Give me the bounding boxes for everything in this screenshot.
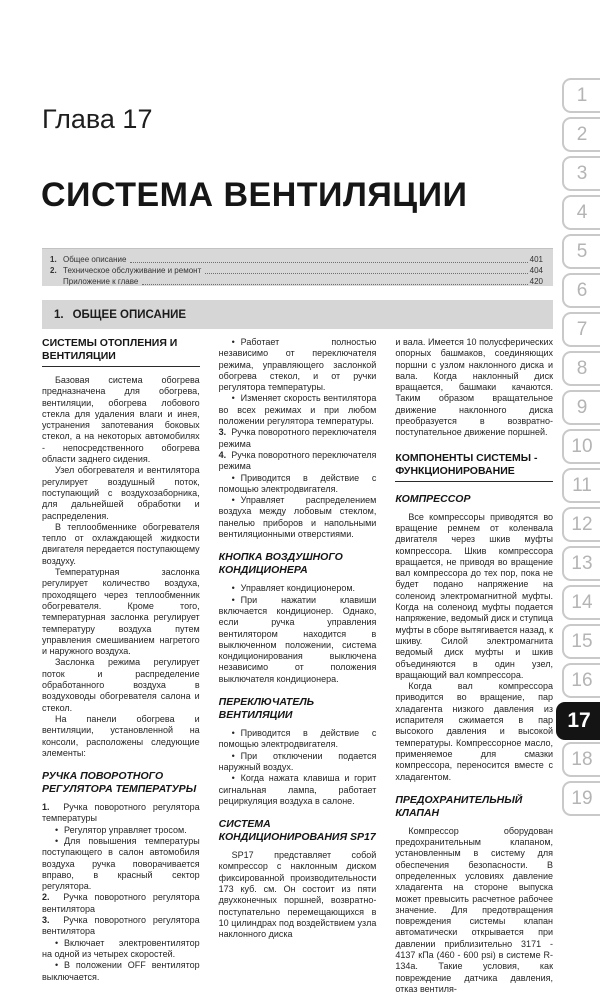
bullet-item: • Регулятор управляет тросом. [42, 825, 200, 836]
column-section-heading: СИСТЕМЫ ОТОПЛЕНИЯ И ВЕНТИЛЯЦИИ [42, 337, 200, 367]
column-section-heading: КОМПОНЕНТЫ СИСТЕМЫ - ФУНКЦИОНИРОВАНИЕ [395, 452, 553, 482]
toc-item [50, 276, 543, 287]
column-subheading: ПРЕДОХРАНИТЕЛЬНЫЙ КЛАПАН [395, 793, 523, 819]
bullet-item: • Включает электровентилятор на одной из четырех скоростей. [42, 938, 200, 961]
chapter-tab-7: 7 [562, 312, 600, 347]
bullet-item: • Изменяет скорость вентилятора во всех режимах и при любом положении регулятора температуры. [219, 393, 377, 427]
paragraph: Узел обогревателя и вентилятора регулирует воздушный поток, поступающий с воздухозаборника, для дальнейшей обработки и распределения. [42, 465, 200, 521]
column-subheading: КНОПКА ВОЗДУШНОГО КОНДИЦИОНЕРА [218, 551, 343, 577]
chapter-tab-10: 10 [562, 429, 600, 464]
chapter-tab-17: 17 [556, 702, 600, 740]
chapter-tab-16: 16 [562, 663, 600, 698]
paragraph: Базовая система обогрева предназначена для обогрева, вентиляции, обогрева лобового стекла для удаления влаги и инея, устранения запотевания боковых стекол, а на некоторых автомобилях - непосредственного обогрева области заднего сидения. [42, 375, 200, 465]
text-column-3 [395, 337, 553, 995]
column-subheading: КОМПРЕССОР [395, 492, 471, 505]
toc-item-label: Приложение к главе [63, 276, 139, 286]
chapter-tab-5: 5 [562, 234, 600, 269]
bullet-item: • При нажатии клавиши включается кондиционер. Однако, если ручка управления вентилятором находится в выключенном положении, система кондиционирования выключена независимо от положения выключателя кондиционера. [219, 595, 377, 685]
toc-item-page: 404 [529, 265, 543, 275]
paragraph: Компрессор оборудован предохранительным клапаном, установленным в систему для обеспечения безопасности. В определенных условиях давление хладагента на стороне выпуска может превысить расчетное рабочее значение. Для предотвращения повреждения системы клапан автоматически открывается при давлении приблизительно 3171 - 4137 кПа (460 - 600 psi) в системе R-134a. Такие условия, как повреждение датчика давления, отказ вентиля- [395, 825, 554, 994]
numbered-item: 1. Ручка поворотного регулятора температуры [42, 802, 200, 824]
item-number: 4. [218, 449, 232, 460]
chapter-tab-12: 12 [562, 507, 600, 542]
toc-item-label: Техническое обслуживание и ремонт [63, 265, 202, 275]
item-number: 1. [42, 802, 64, 813]
toc-dotted-leader [205, 265, 527, 274]
bullet-item: • Работает полностью независимо от переключателя режима, управляющего заслонкой обогрева стекол, и от ручки регулятора температуры. [219, 337, 377, 393]
paragraph: Заслонка режима регулирует поток и распределение обработанного воздуха в воздуховоды обогревателя салона и стекол. [42, 657, 200, 713]
toc-item [50, 254, 543, 265]
chapter-tab-4: 4 [562, 195, 600, 230]
bullet-item: • Для повышения температуры поступающего в салон автомобиля воздуха ручка поворачивается вправо, в красный сектор регулятора. [42, 836, 200, 892]
bullet-item: • Управляет кондиционером. [219, 583, 377, 594]
column-subheading: СИСТЕМА КОНДИЦИОНИРОВАНИЯ SP17 [218, 818, 376, 844]
toc [42, 248, 553, 286]
chapter-label: Глава 17 [42, 104, 153, 134]
section-title: ОБЩЕЕ ОПИСАНИЕ [72, 308, 187, 321]
item-number: 3. [42, 915, 64, 926]
chapter-tab-3: 3 [562, 156, 600, 191]
paragraph: Когда вал компрессора приводится во вращение, пар хладагента низкого давления из испарителя сжимается в пар высокого давления и высокой температуры. Компрессорное масло, применяемое для смазки компрессора, переносится вместе с хладагентом. [395, 681, 554, 782]
chapter-tab-6: 6 [562, 273, 600, 308]
bullet-item: • При отключении подается наружный воздух. [219, 751, 377, 774]
bullet-item: • В положении OFF вентилятор выключается. [42, 960, 200, 983]
chapter-tab-2: 2 [562, 117, 600, 152]
bullet-item: • Когда нажата клавиша и горит сигнальная лампа, работает рециркуляция воздуха в салоне. [219, 773, 377, 807]
chapter-tab-9: 9 [562, 390, 600, 425]
item-number: 2. [42, 892, 64, 903]
chapter-tabs [554, 78, 600, 820]
numbered-item: 3. Ручка поворотного переключателя режима [218, 427, 377, 449]
toc-item-label: Общее описание [63, 254, 127, 264]
text-column-2 [219, 337, 377, 995]
chapter-tab-13: 13 [562, 546, 600, 581]
page-title: СИСТЕМА ВЕНТИЛЯЦИИ [41, 176, 468, 214]
chapter-tab-15: 15 [562, 624, 600, 659]
columns [42, 337, 553, 995]
column-subheading: ПЕРЕКЛЮЧАТЕЛЬ ВЕНТИЛЯЦИИ [218, 696, 315, 722]
paragraph: Все компрессоры приводятся во вращение ремнем от коленвала двигателя через шкив муфты компрессора. Шкив компрессора вращается, не приводя во вращение вал компрессора до тех пор, пока не будет подано напряжение на соленоид электромагнитной муфты. Когда на соленоид муфты подается напряжение, ведомый диск и ступица муфты в сборе вытягивается назад, к шкиву. Силой электромагнита ведомый диск муфты и шкив объединяются в один узел, вращающий вал компрессора. [395, 511, 554, 680]
chapter-tab-1: 1 [562, 78, 600, 113]
chapter-tab-14: 14 [562, 585, 600, 620]
paragraph: Температурная заслонка регулирует количество воздуха, проходящего через теплообменник обогревателя. Кроме того, температурная заслонка регулирует температуру воздуха путем управления смешиванием нагретого и наружного воздуха. [42, 567, 200, 657]
text-column-1 [42, 337, 200, 995]
toc-item-number: 2. [50, 265, 57, 275]
bullet-item: • Управляет распределением воздуха между лобовым стеклом, панелью приборов и напольными вентиляционными отверстиями. [219, 495, 377, 540]
section-number: 1. [54, 308, 64, 321]
toc-item-page: 401 [529, 254, 543, 264]
toc-dotted-leader [130, 254, 527, 263]
chapter-tab-18: 18 [562, 742, 600, 777]
toc-item-page: 420 [529, 276, 543, 286]
bullet-item: • Приводится в действие с помощью электродвигателя. [219, 473, 377, 496]
toc-dotted-leader [142, 276, 527, 285]
toc-item-number: 1. [50, 254, 57, 264]
toc-item [50, 265, 543, 276]
section-header [42, 300, 553, 329]
column-subheading: РУЧКА ПОВОРОТНОГО РЕГУЛЯТОРА ТЕМПЕРАТУРЫ [42, 770, 197, 796]
chapter-tab-8: 8 [562, 351, 600, 386]
paragraph: В теплообменнике обогревателя тепло от охлаждающей жидкости двигателя передается поступающему воздуху. [42, 521, 200, 566]
numbered-item: 4. Ручка поворотного переключателя режима [218, 449, 377, 472]
numbered-item: 2. Ручка поворотного регулятора вентилятора [42, 892, 200, 914]
bullet-item: • Приводится в действие с помощью электродвигателя. [219, 728, 377, 751]
chapter-tab-11: 11 [562, 468, 600, 503]
item-number: 3. [218, 427, 232, 438]
paragraph: На панели обогрева и вентиляции, установленной на консоли, расположены следующие элементы: [42, 713, 200, 758]
chapter-tab-19: 19 [562, 781, 600, 816]
paragraph: SP17 представляет собой компрессор с наклонным диском фиксированной производительности 173 куб. см. Он состоит из пяти двухконечных поршней, возвратно-поступательно перемещающихся в 10 цилиндрах под воздействием узла наклонного диска [218, 850, 377, 940]
numbered-item: 3. Ручка поворотного регулятора вентилятора [42, 915, 200, 937]
paragraph: и вала. Имеется 10 полусферических опорных башмаков, соединяющих поршни с узлом наклонного диска и вала. Когда наклонный диск вращается, башмаки качаются. Таким образом вращательное движение наклонного диска преобразуется в возвратно-поступательное движение поршней. [395, 337, 554, 438]
